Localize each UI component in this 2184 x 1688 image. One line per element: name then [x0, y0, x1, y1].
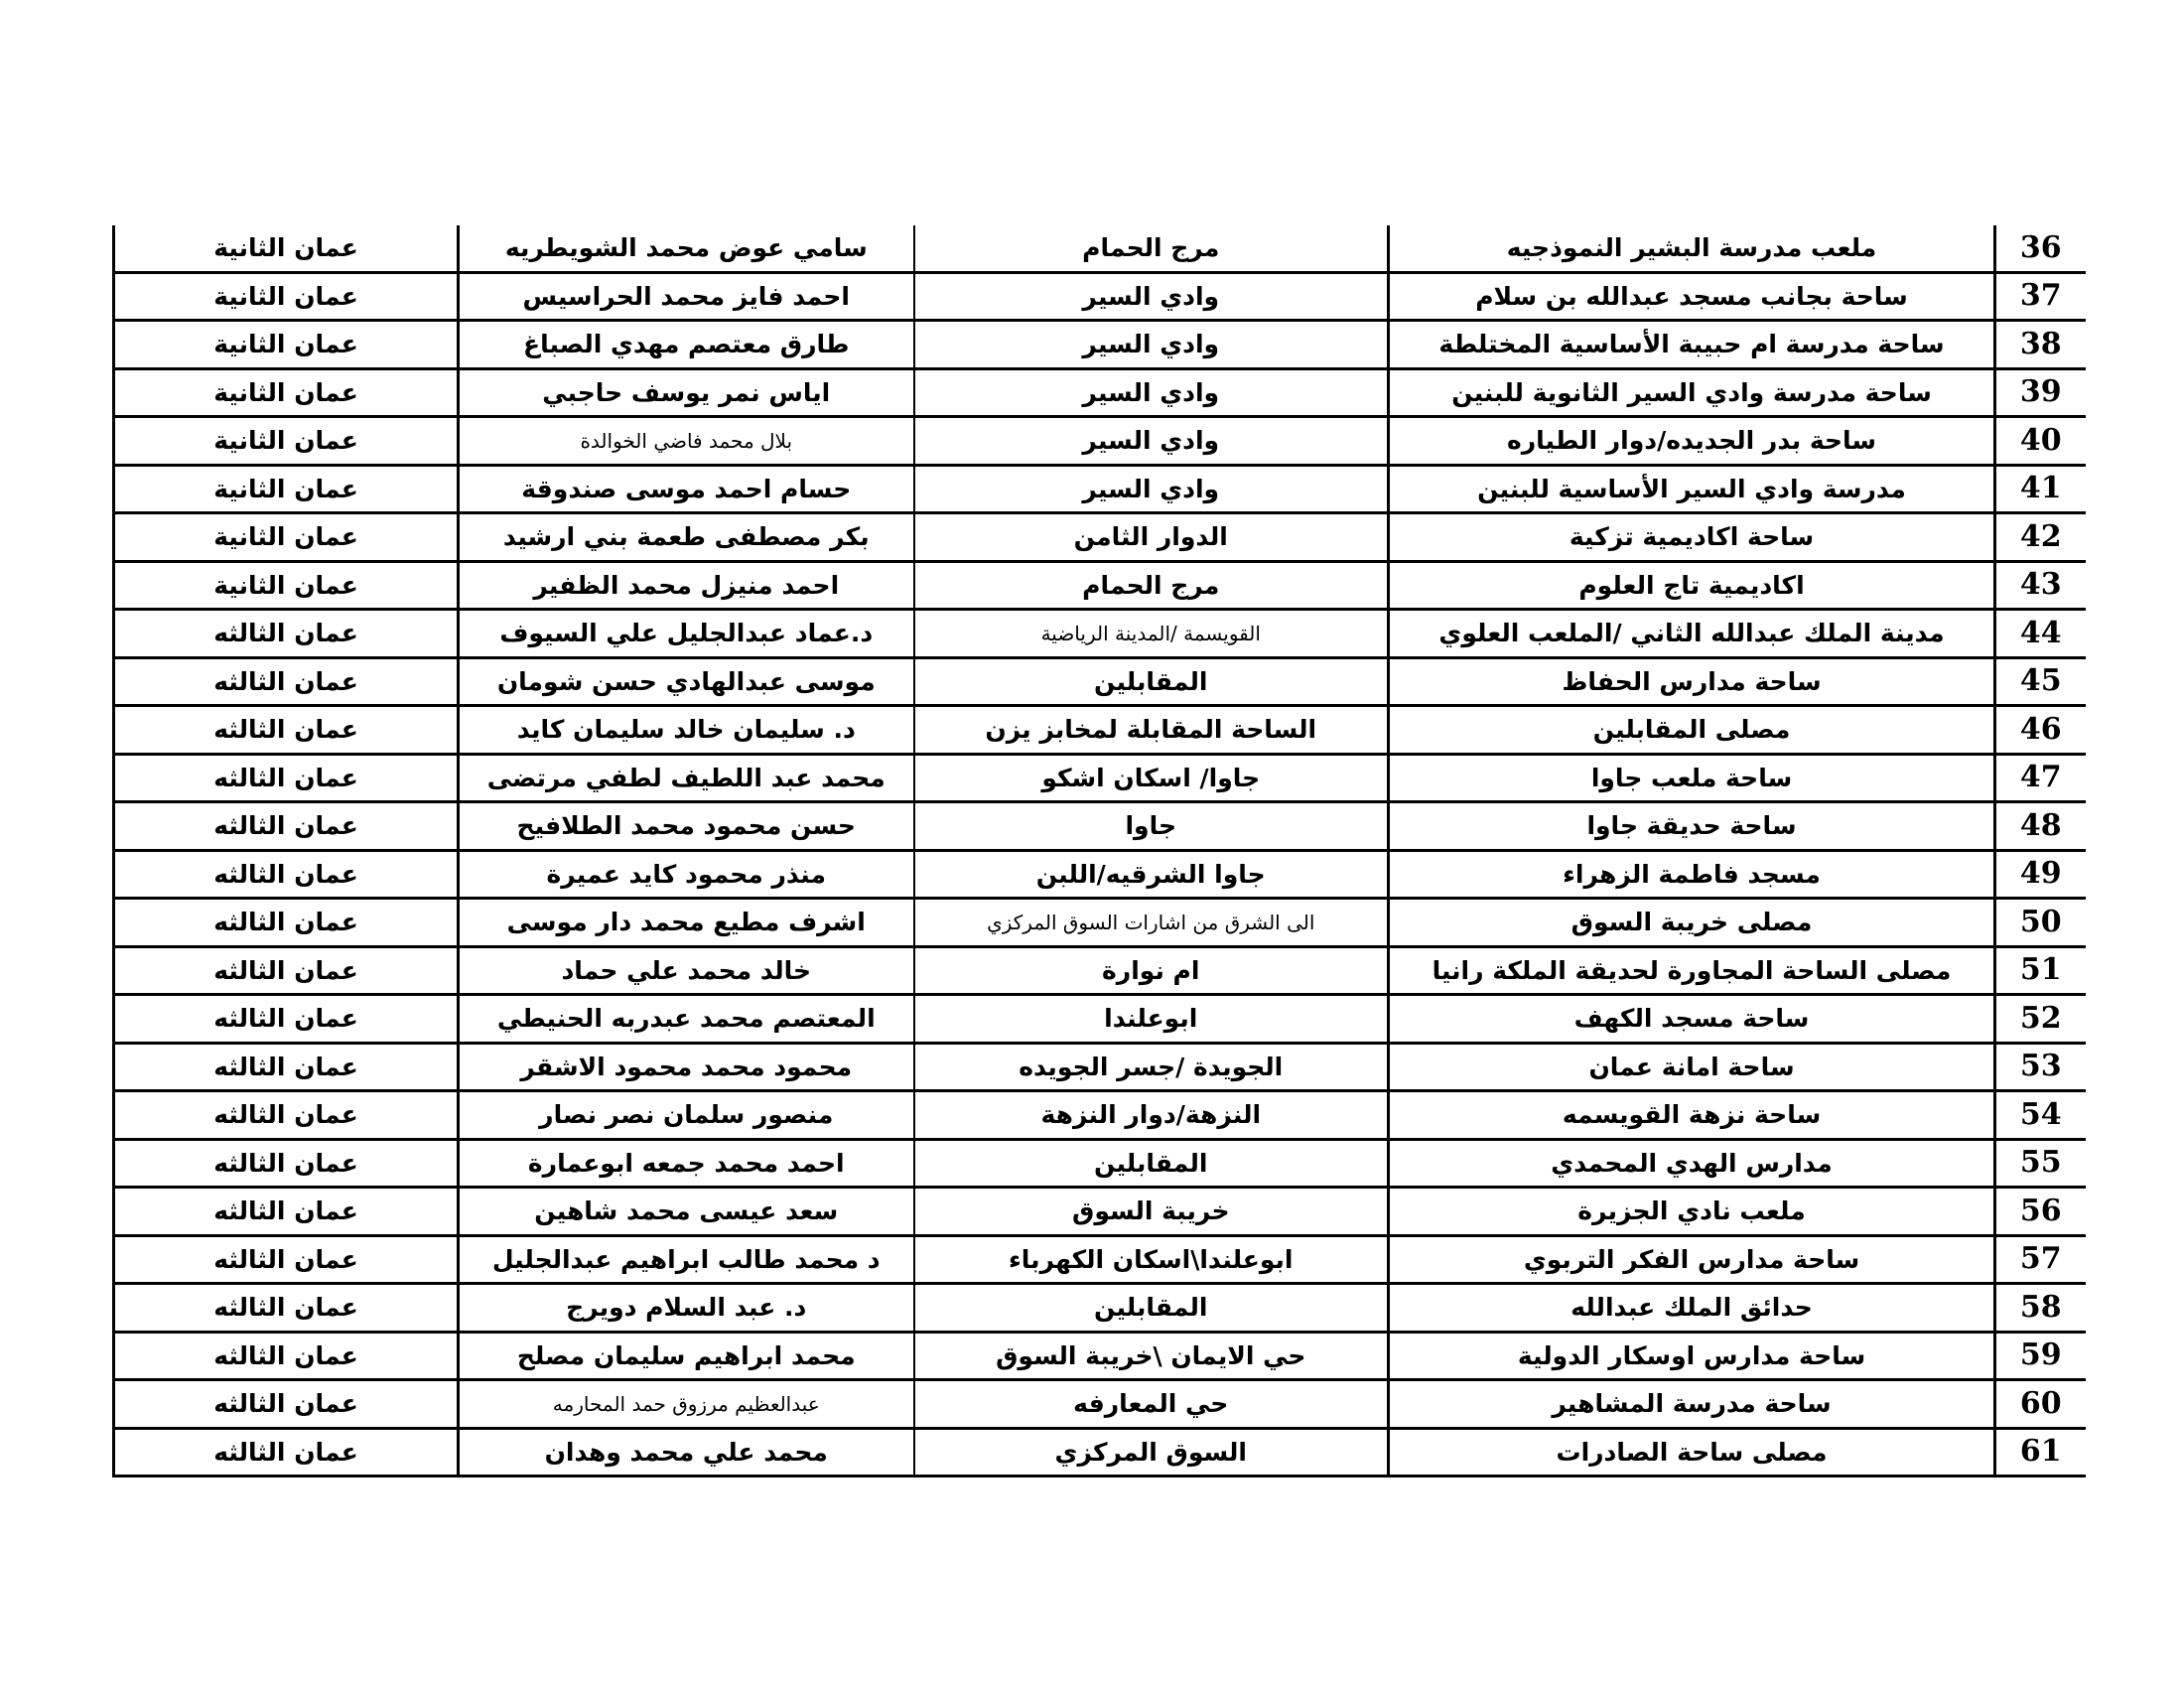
row-number-cell: 61 — [1995, 1428, 2086, 1477]
responsible-person-cell: خالد محمد علي حماد — [459, 946, 914, 995]
area-cell: مرج الحمام — [914, 225, 1389, 272]
responsible-person-cell: د. سليمان خالد سليمان كايد — [459, 706, 914, 755]
responsible-person-cell: طارق معتصم مهدي الصباغ — [459, 321, 914, 369]
area-cell: المقابلين — [914, 1284, 1389, 1333]
site-name-cell: ساحة مدرسة المشاهير — [1389, 1380, 1995, 1429]
area-cell: المقابلين — [914, 1139, 1389, 1188]
responsible-person-cell: اياس نمر يوسف حاجبي — [459, 368, 914, 417]
region-cell: عمان الثالثه — [114, 610, 459, 658]
responsible-person-cell: عبدالعظيم مرزوق حمد المحارمه — [459, 1380, 914, 1429]
region-cell: عمان الثالثه — [114, 995, 459, 1044]
table-row — [114, 995, 2086, 1044]
site-name-cell: مصلى ساحة الصادرات — [1389, 1428, 1995, 1477]
area-cell: ابوعلندا — [914, 995, 1389, 1044]
responsible-person-cell: حسام احمد موسى صندوقة — [459, 465, 914, 513]
area-cell: وادي السير — [914, 417, 1389, 466]
responsible-person-cell: د. عبد السلام دويرج — [459, 1284, 914, 1333]
table-row — [114, 946, 2086, 995]
table-row — [114, 1380, 2086, 1429]
site-name-cell: مصلى المقابلين — [1389, 706, 1995, 755]
area-cell: الجويدة /جسر الجويده — [914, 1043, 1389, 1091]
responsible-person-cell: بكر مصطفى طعمة بني ارشيد — [459, 513, 914, 562]
row-number-cell: 39 — [1995, 368, 2086, 417]
area-cell: مرج الحمام — [914, 561, 1389, 610]
area-cell: وادي السير — [914, 465, 1389, 513]
site-name-cell: ساحة مدرسة وادي السير الثانوية للبنين — [1389, 368, 1995, 417]
site-name-cell: ملعب نادي الجزيرة — [1389, 1188, 1995, 1236]
region-cell: عمان الثالثه — [114, 899, 459, 947]
table-row — [114, 417, 2086, 466]
region-cell: عمان الثالثه — [114, 1091, 459, 1140]
row-number-cell: 60 — [1995, 1380, 2086, 1429]
region-cell: عمان الثانية — [114, 465, 459, 513]
table-row — [114, 272, 2086, 321]
table-row — [114, 1091, 2086, 1140]
region-cell: عمان الثالثه — [114, 657, 459, 706]
site-name-cell: مدرسة وادي السير الأساسية للبنين — [1389, 465, 1995, 513]
responsible-person-cell: محمد ابراهيم سليمان مصلح — [459, 1332, 914, 1380]
table-row — [114, 657, 2086, 706]
responsible-person-cell: اشرف مطيع محمد دار موسى — [459, 899, 914, 947]
region-cell: عمان الثالثه — [114, 706, 459, 755]
region-cell: عمان الثانية — [114, 321, 459, 369]
responsible-person-cell: محمد علي محمد وهدان — [459, 1428, 914, 1477]
row-number-cell: 51 — [1995, 946, 2086, 995]
site-name-cell: ملعب مدرسة البشير النموذجيه — [1389, 225, 1995, 272]
area-cell: وادي السير — [914, 368, 1389, 417]
region-cell: عمان الثالثه — [114, 754, 459, 802]
row-number-cell: 53 — [1995, 1043, 2086, 1091]
area-cell: ابوعلندا\اسكان الكهرباء — [914, 1235, 1389, 1284]
table-row — [114, 754, 2086, 802]
responsible-person-cell: احمد محمد جمعه ابوعمارة — [459, 1139, 914, 1188]
site-name-cell: ساحة مدارس الحفاظ — [1389, 657, 1995, 706]
row-number-cell: 54 — [1995, 1091, 2086, 1140]
row-number-cell: 45 — [1995, 657, 2086, 706]
row-number-cell: 40 — [1995, 417, 2086, 466]
table-row — [114, 321, 2086, 369]
responsible-person-cell: احمد فايز محمد الحراسيس — [459, 272, 914, 321]
region-cell: عمان الثالثه — [114, 1043, 459, 1091]
area-cell: وادي السير — [914, 272, 1389, 321]
site-name-cell: ساحة امانة عمان — [1389, 1043, 1995, 1091]
responsible-person-cell: حسن محمود محمد الطلافيح — [459, 802, 914, 851]
region-cell: عمان الثالثه — [114, 1188, 459, 1236]
region-cell: عمان الثانية — [114, 368, 459, 417]
area-cell: حي المعارفه — [914, 1380, 1389, 1429]
site-name-cell: مدينة الملك عبدالله الثاني /الملعب العلوي — [1389, 610, 1995, 658]
area-cell: الى الشرق من اشارات السوق المركزي — [914, 899, 1389, 947]
table-row — [114, 850, 2086, 899]
region-cell: عمان الثالثه — [114, 850, 459, 899]
responsible-person-cell: بلال محمد فاضي الخوالدة — [459, 417, 914, 466]
row-number-cell: 56 — [1995, 1188, 2086, 1236]
site-name-cell: مصلى خريبة السوق — [1389, 899, 1995, 947]
area-cell: وادي السير — [914, 321, 1389, 369]
row-number-cell: 38 — [1995, 321, 2086, 369]
site-name-cell: اكاديمية تاج العلوم — [1389, 561, 1995, 610]
area-cell: القويسمة /المدينة الرياضية — [914, 610, 1389, 658]
site-name-cell: ساحة مسجد الكهف — [1389, 995, 1995, 1044]
site-name-cell: ساحة اكاديمية تزكية — [1389, 513, 1995, 562]
region-cell: عمان الثانية — [114, 225, 459, 272]
site-name-cell: ساحة نزهة القويسمه — [1389, 1091, 1995, 1140]
table-row — [114, 513, 2086, 562]
site-name-cell: ساحة حديقة جاوا — [1389, 802, 1995, 851]
row-number-cell: 44 — [1995, 610, 2086, 658]
row-number-cell: 55 — [1995, 1139, 2086, 1188]
responsible-person-cell: د محمد طالب ابراهيم عبدالجليل — [459, 1235, 914, 1284]
area-cell: جاوا/ اسكان اشكو — [914, 754, 1389, 802]
responsible-person-cell: المعتصم محمد عبدربه الحنيطي — [459, 995, 914, 1044]
region-cell: عمان الثالثه — [114, 1235, 459, 1284]
site-name-cell: ساحة مدارس الفكر التربوي — [1389, 1235, 1995, 1284]
table-row — [114, 1235, 2086, 1284]
row-number-cell: 42 — [1995, 513, 2086, 562]
table-row — [114, 899, 2086, 947]
table-row — [114, 561, 2086, 610]
table-row — [114, 465, 2086, 513]
site-name-cell: ساحة مدارس اوسكار الدولية — [1389, 1332, 1995, 1380]
row-number-cell: 58 — [1995, 1284, 2086, 1333]
row-number-cell: 46 — [1995, 706, 2086, 755]
table-row — [114, 1139, 2086, 1188]
region-cell: عمان الثالثه — [114, 1284, 459, 1333]
region-cell: عمان الثانية — [114, 513, 459, 562]
region-cell: عمان الثالثه — [114, 946, 459, 995]
area-cell: حي الايمان \خريبة السوق — [914, 1332, 1389, 1380]
area-cell: الدوار الثامن — [914, 513, 1389, 562]
table-row — [114, 1043, 2086, 1091]
row-number-cell: 50 — [1995, 899, 2086, 947]
row-number-cell: 59 — [1995, 1332, 2086, 1380]
table-row — [114, 706, 2086, 755]
site-name-cell: ساحة بجانب مسجد عبدالله بن سلام — [1389, 272, 1995, 321]
row-number-cell: 57 — [1995, 1235, 2086, 1284]
region-cell: عمان الثالثه — [114, 802, 459, 851]
responsible-person-cell: د.عماد عبدالجليل علي السيوف — [459, 610, 914, 658]
region-cell: عمان الثالثه — [114, 1428, 459, 1477]
locations-table — [112, 225, 2086, 1477]
responsible-person-cell: محمود محمد محمود الاشقر — [459, 1043, 914, 1091]
table-row — [114, 802, 2086, 851]
responsible-person-cell: منذر محمود كايد عميرة — [459, 850, 914, 899]
site-name-cell: حدائق الملك عبدالله — [1389, 1284, 1995, 1333]
table-row — [114, 1428, 2086, 1477]
row-number-cell: 36 — [1995, 225, 2086, 272]
site-name-cell: مسجد فاطمة الزهراء — [1389, 850, 1995, 899]
row-number-cell: 48 — [1995, 802, 2086, 851]
row-number-cell: 43 — [1995, 561, 2086, 610]
row-number-cell: 49 — [1995, 850, 2086, 899]
row-number-cell: 52 — [1995, 995, 2086, 1044]
area-cell: السوق المركزي — [914, 1428, 1389, 1477]
region-cell: عمان الثالثه — [114, 1139, 459, 1188]
region-cell: عمان الثانية — [114, 417, 459, 466]
site-name-cell: مدارس الهدي المحمدي — [1389, 1139, 1995, 1188]
area-cell: خريبة السوق — [914, 1188, 1389, 1236]
table-row — [114, 610, 2086, 658]
table-row — [114, 368, 2086, 417]
site-name-cell: ساحة بدر الجديده/دوار الطياره — [1389, 417, 1995, 466]
responsible-person-cell: موسى عبدالهادي حسن شومان — [459, 657, 914, 706]
area-cell: جاوا الشرقيه/اللبن — [914, 850, 1389, 899]
area-cell: المقابلين — [914, 657, 1389, 706]
site-name-cell: ساحة ملعب جاوا — [1389, 754, 1995, 802]
site-name-cell: مصلى الساحة المجاورة لحديقة الملكة رانيا — [1389, 946, 1995, 995]
region-cell: عمان الثالثه — [114, 1332, 459, 1380]
area-cell: جاوا — [914, 802, 1389, 851]
responsible-person-cell: منصور سلمان نصر نصار — [459, 1091, 914, 1140]
responsible-person-cell: سامي عوض محمد الشويطريه — [459, 225, 914, 272]
region-cell: عمان الثالثه — [114, 1380, 459, 1429]
table-row — [114, 225, 2086, 272]
region-cell: عمان الثانية — [114, 561, 459, 610]
table-row — [114, 1284, 2086, 1333]
responsible-person-cell: محمد عبد اللطيف لطفي مرتضى — [459, 754, 914, 802]
area-cell: الساحة المقابلة لمخابز يزن — [914, 706, 1389, 755]
row-number-cell: 47 — [1995, 754, 2086, 802]
row-number-cell: 41 — [1995, 465, 2086, 513]
responsible-person-cell: سعد عيسى محمد شاهين — [459, 1188, 914, 1236]
region-cell: عمان الثانية — [114, 272, 459, 321]
area-cell: ام نوارة — [914, 946, 1389, 995]
table-row — [114, 1188, 2086, 1236]
area-cell: النزهة/دوار النزهة — [914, 1091, 1389, 1140]
site-name-cell: ساحة مدرسة ام حبيبة الأساسية المختلطة — [1389, 321, 1995, 369]
responsible-person-cell: احمد منيزل محمد الظفير — [459, 561, 914, 610]
table-row — [114, 1332, 2086, 1380]
row-number-cell: 37 — [1995, 272, 2086, 321]
